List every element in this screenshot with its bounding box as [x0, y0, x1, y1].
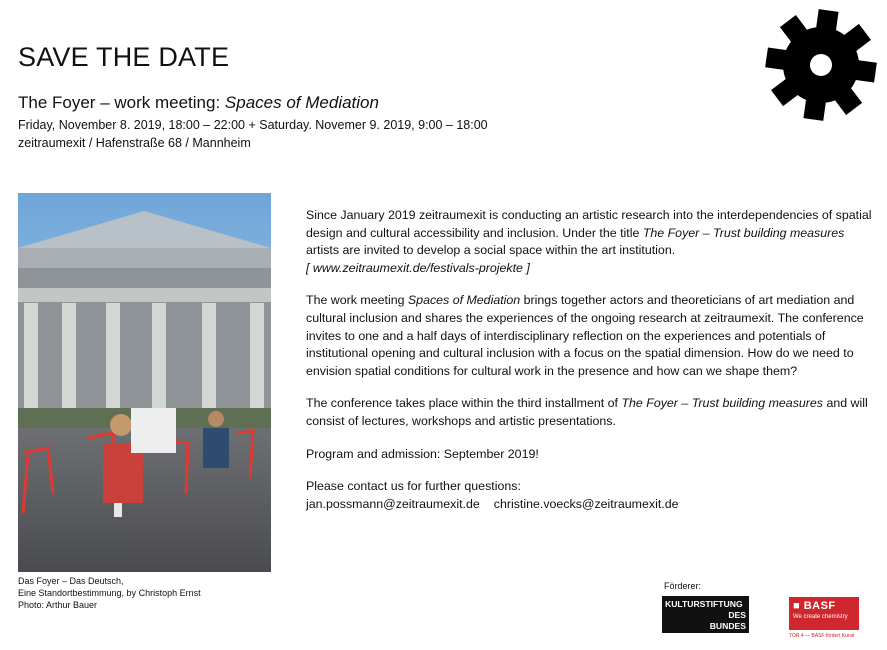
event-photo — [18, 193, 271, 572]
contact-intro: Please contact us for further questions: — [306, 479, 521, 494]
event-title-italic: Spaces of Mediation — [224, 93, 379, 112]
text: and will consist of lectures, workshops and artistic presentations. — [306, 396, 868, 428]
paragraph-intro — [306, 207, 872, 277]
project-title: The Foyer – Trust building measures — [642, 225, 845, 240]
logo-text: We create chemistry — [793, 614, 848, 620]
photo-caption — [18, 575, 201, 611]
logo-text: ■ BASF — [793, 600, 836, 612]
project-link[interactable]: [ www.zeitraumexit.de/festivals-projekte ] — [306, 260, 530, 275]
event-title — [18, 93, 379, 113]
email-link-jan[interactable]: jan.possmann@zeitraumexit.de — [306, 496, 480, 511]
basf-tagline: TOR 4 — BASF fördert Kunst — [789, 633, 855, 639]
paragraph-contact — [306, 478, 872, 513]
paragraph-meeting — [306, 292, 872, 380]
save-the-date-heading: SAVE THE DATE — [18, 42, 230, 72]
email-link-christine[interactable]: christine.voecks@zeitraumexit.de — [493, 496, 679, 511]
paragraph-program: Program and admission: September 2019! — [306, 446, 539, 461]
text: The conference takes place within the third installment of — [306, 396, 622, 411]
paragraph-conference — [306, 395, 872, 430]
logo-text: DES — [728, 610, 746, 620]
text: artists are invited to develop a social space within the art institution. — [306, 243, 676, 258]
caption-line: Das Foyer – Das Deutsch, — [18, 576, 124, 586]
event-title-plain: The Foyer – work meeting: — [18, 93, 225, 112]
meeting-title: Spaces of Mediation — [407, 293, 521, 308]
text: Since January 2019 zeitraumexit is conducting an artistic research into the interdependencies of spatial design and cultural accessibility and inclusion. Under the title — [306, 208, 872, 240]
gear-icon — [760, 4, 882, 126]
event-location: zeitraumexit / Hafenstraße 68 / Mannheim — [18, 136, 251, 150]
sponsors-label: Förderer: — [664, 581, 702, 591]
caption-line: Photo: Arthur Bauer — [18, 600, 98, 610]
caption-line: Eine Standortbestimmung, by Christoph Ernst — [18, 588, 201, 598]
text: brings together actors and theoreticians of art mediation and cultural inclusion and shares the experiences of the ongoing research at zeitraumexit. The conference invites to one and a half days of interdisciplinary reflection on the experiences and potentials of institutional opening and cultural inclusion with a focus on the spatial dimension. How do we need to envision spatial conditions for cultural work in the presence and how can we shape them? — [306, 293, 864, 378]
logo-text: BUNDES — [709, 621, 746, 631]
logo-text: KULTURSTIFTUNG — [665, 599, 743, 609]
event-date: Friday, November 8. 2019, 18:00 – 22:00 + Saturday. Novemer 9. 2019, 9:00 – 18:00 — [18, 118, 488, 132]
text: The work meeting — [306, 293, 408, 308]
body-text — [306, 207, 872, 528]
basf-logo — [789, 597, 859, 630]
kulturstiftung-logo — [662, 596, 749, 633]
project-title: The Foyer – Trust building measures — [621, 396, 823, 411]
